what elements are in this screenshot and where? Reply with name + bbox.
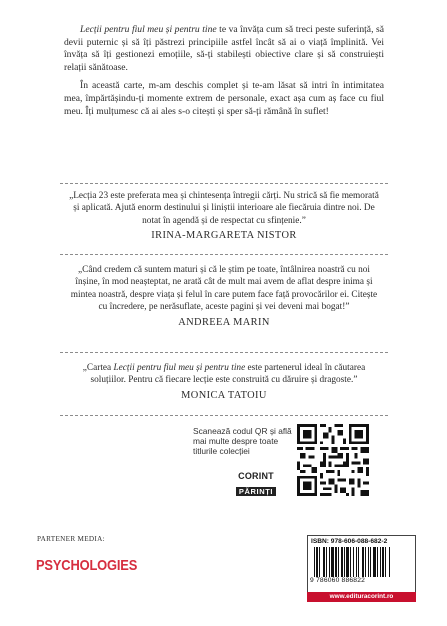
book-title-inline: Lecții pentru fiul meu și pentru tine — [80, 24, 217, 35]
intro-text — [64, 24, 384, 124]
intro-paragraph-2: În această carte, m-am deschis complet și te-am lăsat să intri în intimitatea mea, împărtășindu-ți momente extrem de personale, exact așa cum aș face cu fiul meu. Îți mulțumesc că ai ales s-o citești și sper să-ți rămână în suflet! — [64, 80, 384, 117]
qr-caption: Scanează codul QR și află mai multe despre toate titlurile colecției — [193, 426, 292, 457]
quote-text: „Cartea Lecții pentru fiul meu și pentru tine este partenerul ideal în căutarea soluțiilor. Pentru că fiecare lecție este construită cu dăruire și dragoste.” — [82, 363, 366, 386]
publisher-website[interactable]: www.edituracorint.ro — [307, 592, 416, 602]
media-partner-label: PARTENER MEDIA: — [37, 535, 105, 543]
divider-3 — [60, 352, 388, 353]
quote-nistor — [66, 190, 382, 243]
barcode-digits: 9 786060 886822 — [310, 577, 366, 584]
isbn-barcode-box — [307, 535, 416, 595]
quote-tatoiu — [66, 362, 382, 402]
quote-marin — [66, 264, 382, 329]
quote-author: ANDREEA MARIN — [178, 316, 270, 328]
quote-author: MONICA TATOIU — [181, 389, 267, 401]
divider-1 — [60, 183, 388, 184]
quote-author: IRINA-MARGARETA NISTOR — [151, 230, 297, 242]
isbn-number: ISBN: 978-606-088-682-2 — [311, 538, 388, 545]
divider-2 — [60, 254, 388, 255]
qr-code-icon[interactable] — [297, 424, 369, 496]
qr-section — [193, 424, 413, 512]
intro-paragraph-1: Lecții pentru fiul meu și pentru tine te va învăța cum să treci peste suferință, să devii puternic și să îți păstrezi principiile astfel încât să ai o viață împlinită. Vei învăța să îți gestionezi emoțiile, să-ți stabilești obiective clare și să construiești relații sănătoase. — [64, 24, 384, 73]
quote-text: „Lecția 23 este preferata mea și chintesența întregii cărți. Nu strică să fie memorată și aplicată. Ajută enorm destinului și liniștii interioare ale fiecăruia dintre noi. De notat în agendă și de respectat cu sfințenie.” — [69, 191, 379, 226]
barcode-icon — [312, 547, 412, 577]
quote-text: „Când credem că suntem maturi și că le știm pe toate, întâlnirea noastră cu noi înșine, în mod neașteptat, ne arată cât de mult mai avem de aflat despre inima și mintea noastră, despre viața și felul în care putem face față provocărilor ei. Citește cu încredere, pe nerăsuflate, aceste pagini și vei deveni mai bogat!” — [70, 265, 378, 313]
corint-parinti-logo: CORINT PĂRINȚI — [233, 471, 279, 495]
psychologies-logo: PSYCHOLOGIES — [36, 557, 138, 574]
divider-4 — [60, 415, 388, 416]
